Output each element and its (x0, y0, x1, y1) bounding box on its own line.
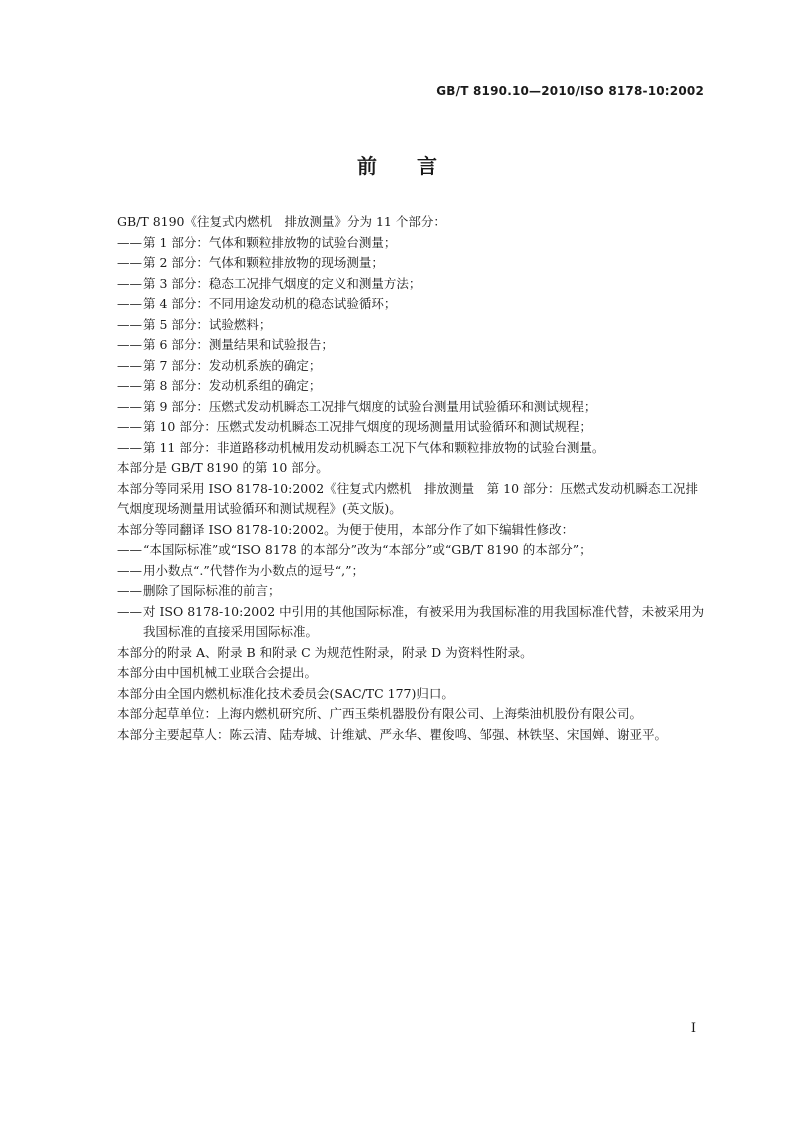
intro-paragraph: GB/T 8190《往复式内燃机 排放测量》分为 11 个部分： (117, 214, 446, 229)
list-item: ——第 3 部分：稳态工况排气烟度的定义和测量方法； (117, 275, 422, 291)
list-item: ——第 11 部分：非道路移动机械用发动机瞬态工况下气体和颗粒排放物的试验台测量。 (117, 439, 605, 455)
list-item: ——第 10 部分：压燃式发动机瞬态工况排气烟度的现场测量用试验循环和测试规程； (117, 419, 592, 434)
list-item: ——第 8 部分：发动机系组的确定； (117, 378, 322, 393)
annex-paragraph: 本部分的附录 A、附录 B 和附录 C 为规范性附录，附录 D 为资料性附录。 (117, 644, 533, 660)
list-item: ——第 9 部分：压燃式发动机瞬态工况排气烟度的试验台测量用试验循环和测试规程； (117, 398, 597, 414)
list-item: ——第 2 部分：气体和颗粒排放物的现场测量； (117, 255, 384, 270)
parts-list (117, 233, 707, 459)
changes-list (117, 540, 707, 643)
this-part-paragraph: 本部分是 GB/T 8190 的第 10 部分。 (117, 460, 329, 475)
list-item: ——第 5 部分：试验燃料； (117, 316, 272, 332)
list-item: ——第 6 部分：测量结果和试验报告； (117, 337, 334, 352)
proposer-paragraph: 本部分由中国机械工业联合会提出。 (117, 665, 318, 680)
page-title: 前言 (357, 154, 477, 178)
committee-paragraph: 本部分由全国内燃机标准化技术委员会(SAC/TC 177)归口。 (117, 685, 454, 701)
list-item: ——第 4 部分：不同用途发动机的稳态试验循环； (117, 296, 397, 311)
translation-paragraph: 本部分等同翻译 ISO 8178-10:2002。为便于使用，本部分作了如下编辑性修改： (117, 521, 575, 537)
drafting-units-paragraph: 本部分起草单位：上海内燃机研究所、广西玉柴机器股份有限公司、上海柴油机股份有限公司。 (117, 706, 643, 721)
list-item: ——删除了国际标准的前言； (117, 583, 281, 598)
list-item: ——第 7 部分：发动机系族的确定； (117, 357, 322, 373)
drafters-paragraph: 本部分主要起草人：陈云清、陆寿城、计维斌、严永华、瞿俊鸣、邹强、林铁坚、宋国婵、谢亚平。 (117, 726, 668, 742)
list-item: ——“本国际标准”或“ISO 8178 的本部分”改为“本部分”或“GB/T 8190 的本部分”； (117, 542, 592, 557)
list-item: ——第 1 部分：气体和颗粒排放物的试验台测量； (117, 234, 397, 250)
standard-code: GB/T 8190.10—2010/ISO 8178-10:2002 (436, 84, 704, 98)
adoption-paragraph: 本部分等同采用 ISO 8178-10:2002《往复式内燃机 排放测量 第 10 部分：压燃式发动机瞬态工况排气烟度现场测量用试验循环和测试规程》(英文版)。 (117, 480, 699, 516)
list-item: ——对 ISO 8178-10:2002 中引用的其他国际标准，有被采用为我国标准的用我国标准代替，未被采用为我国标准的直接采用国际标准。 (117, 603, 705, 639)
page-number: Ⅰ (690, 1021, 696, 1036)
foreword-body (117, 212, 707, 745)
list-item: ——用小数点“.”代替作为小数点的逗号“,”； (117, 562, 365, 578)
